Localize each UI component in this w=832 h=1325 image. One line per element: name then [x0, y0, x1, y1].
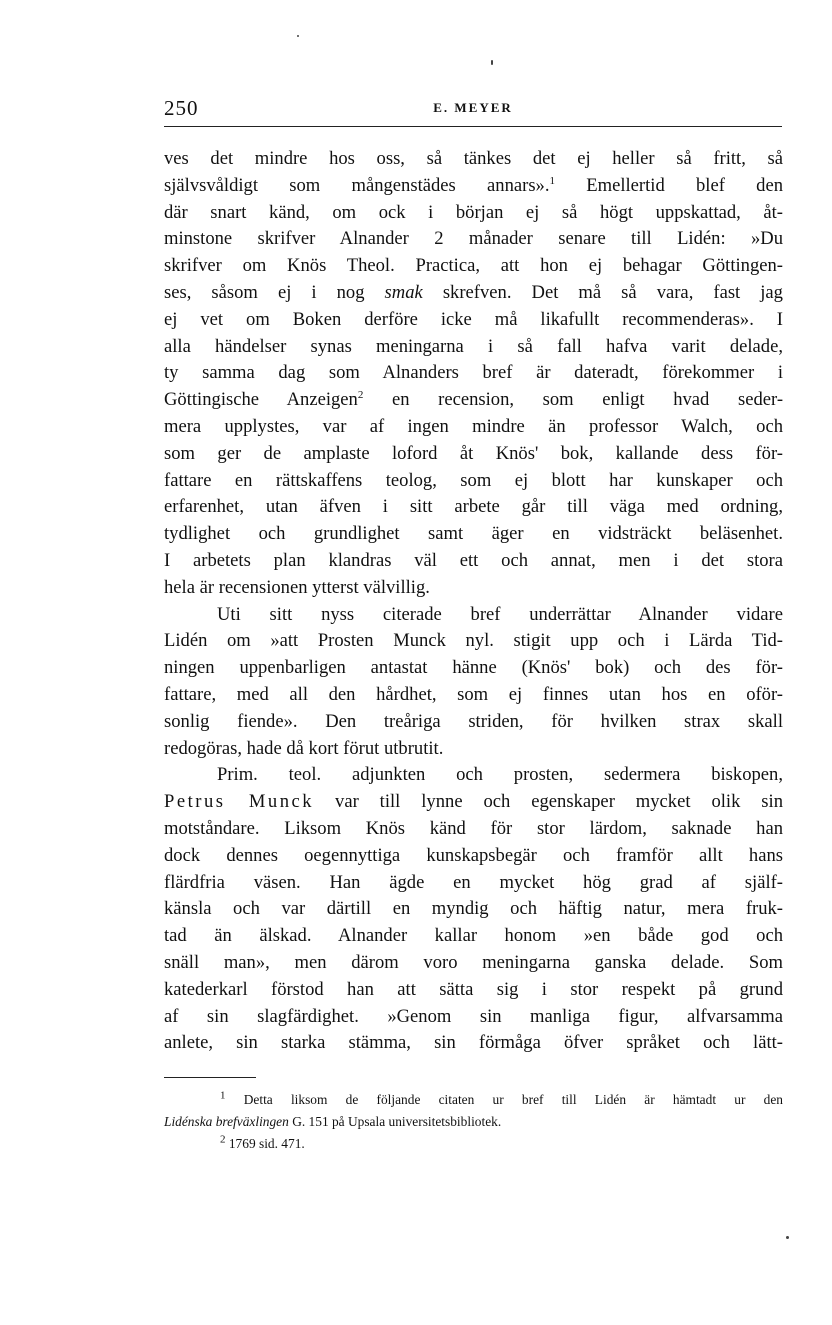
text-line: sonlig fiende». Den treåriga striden, för hvilken strax skall	[164, 710, 783, 732]
text-line: Lidén om »att Prosten Munck nyl. stigit upp och i Lärda Tid-	[164, 630, 783, 652]
text-line: ty samma dag som Alnanders bref är dateradt, förekommer i	[164, 362, 783, 384]
text-segment: Emellertid blef den	[586, 174, 783, 196]
footnotes	[164, 1089, 783, 1155]
text-segment: självsvåldigt som mångenstädes annars».	[164, 174, 550, 196]
text-line	[164, 387, 783, 414]
footnote-2	[164, 1133, 783, 1155]
text-line: ves det mindre hos oss, så tänkes det ej heller så fritt, så	[164, 148, 783, 169]
body-text	[164, 146, 783, 1057]
text-line: erfarenhet, utan äfven i sitt arbete går till väga med ordning,	[164, 496, 783, 518]
text-line: tydlighet och grundlighet samt äger en vidsträckt beläsenhet.	[164, 523, 783, 545]
text-segment: var till lynne och egenskaper mycket olik sin	[335, 791, 783, 813]
text-line: flärdfria väsen. Han ägde en mycket hög grad af själf-	[164, 871, 783, 893]
text-line: hela är recensionen ytterst välvillig.	[164, 576, 430, 598]
running-head: E. MEYER	[433, 100, 513, 115]
text-line	[164, 280, 783, 307]
text-line: skrifver om Knös Theol. Practica, att hon ej behagar Göttingen-	[164, 255, 783, 277]
footnote-text: Detta liksom de följande citaten ur bref till Lidén är hämtadt ur den	[243, 1092, 783, 1107]
footnote-text: G. 151 på Upsala universitetsbibliotek.	[292, 1114, 502, 1129]
text-line: fattare, med all den hårdhet, som ej finnes utan hos en oför-	[164, 683, 783, 705]
text-line: ningen uppenbarligen antastat hänne (Knös' bok) och des för-	[164, 657, 783, 679]
text-line	[164, 173, 783, 200]
print-speck	[491, 60, 493, 65]
print-speck	[297, 35, 299, 37]
footnote-divider	[164, 1077, 256, 1078]
text-line: mera upplystes, var af ingen mindre än professor Walch, och	[164, 415, 783, 437]
text-line: där snart känd, om ock i början ej så högt uppskattad, åt-	[164, 201, 783, 223]
footnote-1	[164, 1089, 783, 1111]
text-line: som ger de amplaste loford åt Knös' bok, kallande dess för-	[164, 442, 783, 464]
text-line: dock dennes oegennyttiga kunskapsbegär och framför allt hans	[164, 844, 783, 866]
text-line: minstone skrifver Alnander 2 månader senare till Lidén: »Du	[164, 228, 783, 250]
text-line: tad än älskad. Alnander kallar honom »en både god och	[164, 925, 783, 947]
text-line: fattare en rättskaffens teolog, som ej blott har kunskaper och	[164, 469, 783, 491]
text-line: motståndare. Liksom Knös känd för stor lärdom, saknade han	[164, 817, 783, 839]
text-segment: en recension, som enligt hvad seder-	[391, 389, 784, 411]
page-number: 250	[164, 96, 199, 120]
page-header	[164, 94, 782, 127]
text-line	[164, 789, 783, 816]
text-segment: Göttingische Anzeigen	[164, 389, 358, 411]
text-line: af sin slagfärdighet. »Genom sin manliga figur, alfvarsamma	[164, 1005, 783, 1027]
text-line: I arbetets plan klandras väl ett och annat, men i det stora	[164, 549, 783, 571]
text-line: Prim. teol. adjunkten och prosten, sedermera biskopen,	[217, 764, 783, 786]
text-line: anlete, sin starka stämma, sin förmåga öfver språket och lätt-	[164, 1032, 783, 1054]
text-line: känsla och var därtill en myndig och häftig natur, mera fruk-	[164, 898, 783, 920]
text-segment: skrefven. Det må så vara, fast jag	[442, 281, 783, 303]
text-line: katederkarl förstod han att sätta sig i stor respekt på grund	[164, 978, 783, 1000]
person-name: Petrus Munck	[164, 791, 315, 813]
text-line: alla händelser synas meningarna i så fall hafva varit delade,	[164, 335, 783, 357]
footnote-text: 1769 sid. 471.	[228, 1136, 305, 1151]
footnote-1-continued	[164, 1111, 783, 1133]
footnote-ref-2: 2	[357, 388, 364, 401]
text-line: Uti sitt nyss citerade bref underrättar Alnander vidare	[217, 603, 783, 625]
text-line: ej vet om Boken derföre icke må likafullt recommenderas». I	[164, 308, 783, 330]
footnote-ref-1: 1	[549, 174, 556, 187]
text-line: snäll man», men därom voro meningarna ganska delade. Som	[164, 951, 783, 973]
footnote-marker: 2	[220, 1133, 226, 1146]
footnote-italic: Lidénska brefväxlingen	[164, 1114, 289, 1129]
footnote-marker: 1	[220, 1089, 226, 1102]
text-segment: ses, såsom ej i nog	[164, 281, 365, 303]
print-speck	[786, 1236, 789, 1239]
text-line: redogöras, hade då kort förut utbrutit.	[164, 737, 444, 759]
emphasized-word: smak	[384, 281, 423, 303]
